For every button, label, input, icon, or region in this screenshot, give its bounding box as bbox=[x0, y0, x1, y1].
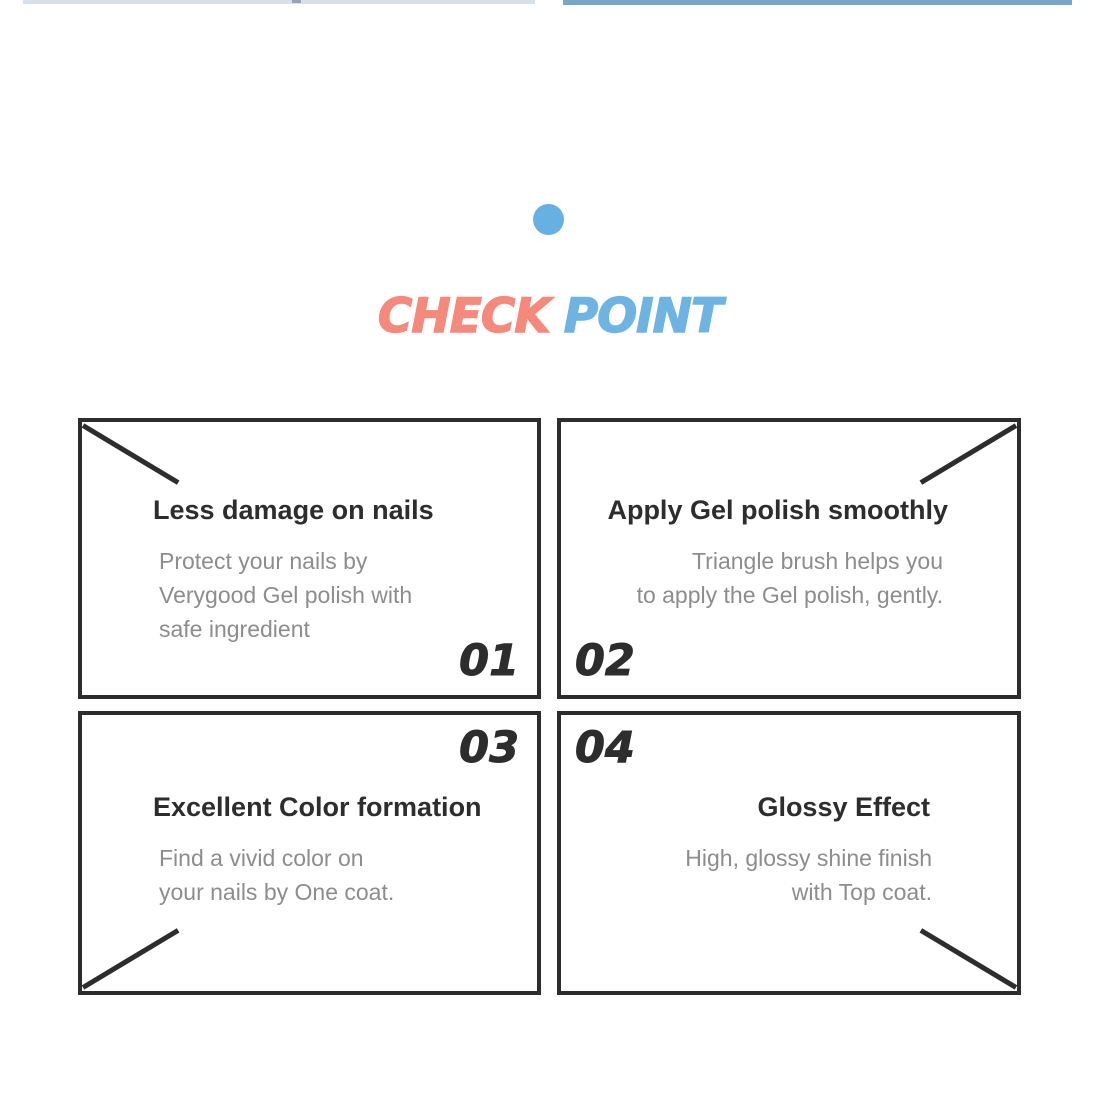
card-description-line: to apply the Gel polish, gently. bbox=[636, 582, 943, 608]
page-title-word-check: CHECK bbox=[377, 289, 550, 344]
card-number-badge: 04 bbox=[575, 723, 635, 773]
card-description bbox=[159, 544, 412, 646]
card-description bbox=[159, 841, 394, 909]
card-glossy-effect bbox=[557, 711, 1021, 995]
blue-dot-ornament bbox=[533, 204, 564, 235]
checkpoint-card-grid bbox=[78, 418, 1021, 995]
card-heading: Excellent Color formation bbox=[153, 792, 482, 822]
card-description-line: Triangle brush helps you bbox=[691, 548, 943, 574]
card-description bbox=[685, 841, 932, 909]
card-description-line: safe ingredient bbox=[159, 616, 310, 642]
card-heading: Apply Gel polish smoothly bbox=[607, 495, 948, 525]
card-number-badge: 02 bbox=[575, 636, 635, 686]
card-heading: Less damage on nails bbox=[153, 495, 434, 525]
corner-diagonal-line bbox=[920, 928, 1018, 989]
corner-diagonal-line bbox=[920, 423, 1018, 484]
card-color-formation bbox=[78, 711, 541, 995]
card-description-line: Verygood Gel polish with bbox=[159, 582, 413, 608]
card-number-badge: 03 bbox=[459, 723, 519, 773]
card-heading: Glossy Effect bbox=[757, 792, 930, 822]
page-title bbox=[0, 291, 1100, 343]
tab-indicator-tick bbox=[292, 0, 301, 3]
tab-indicator-left bbox=[23, 0, 535, 4]
tab-indicator-right bbox=[563, 0, 1072, 5]
card-description-line: Protect your nails by bbox=[159, 548, 368, 574]
card-description-line: your nails by One coat. bbox=[159, 879, 395, 905]
card-description bbox=[637, 544, 943, 612]
card-apply-smoothly bbox=[557, 418, 1021, 699]
card-description-line: Find a vivid color on bbox=[159, 845, 364, 871]
corner-diagonal-line bbox=[82, 928, 180, 989]
card-description-line: with Top coat. bbox=[791, 879, 932, 905]
page-title-word-point: POINT bbox=[563, 289, 723, 344]
corner-diagonal-line bbox=[82, 423, 180, 484]
card-less-damage bbox=[78, 418, 541, 699]
card-description-line: High, glossy shine finish bbox=[685, 845, 932, 871]
card-number-badge: 01 bbox=[459, 636, 519, 686]
